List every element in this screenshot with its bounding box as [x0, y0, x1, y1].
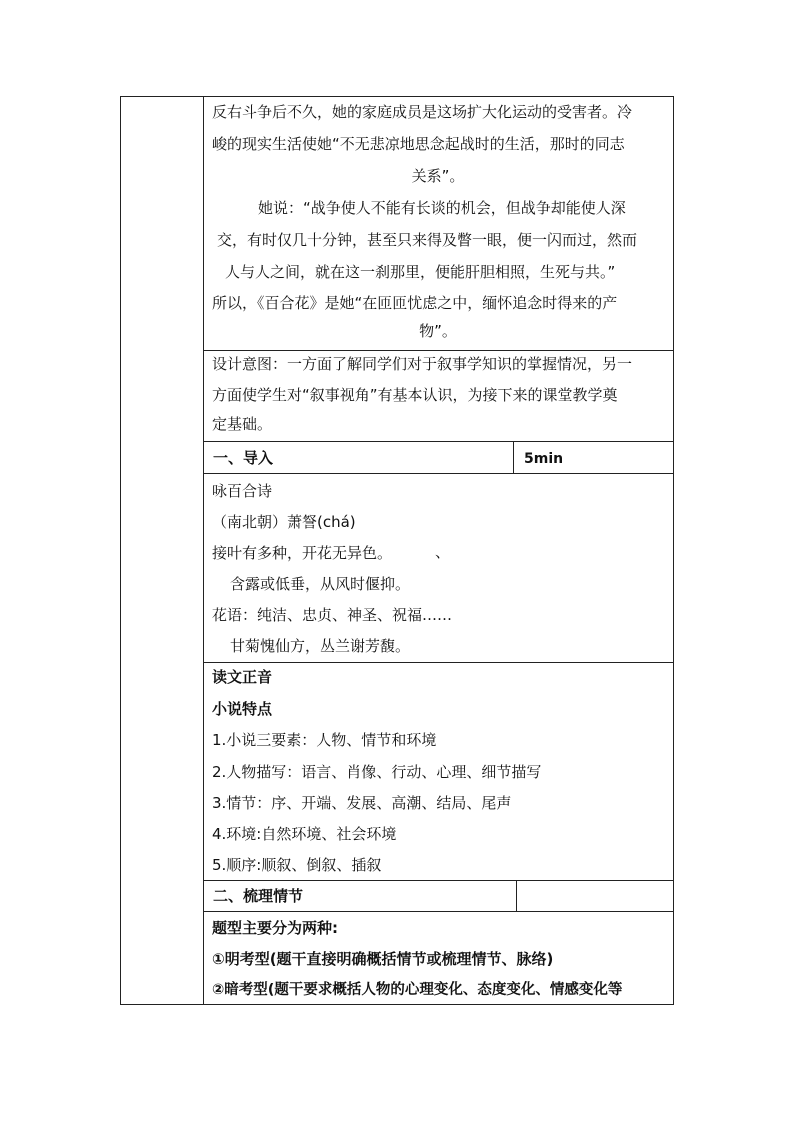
list-item: 5.顺序:顺叙、倒叙、插叙 — [212, 856, 382, 874]
poem-title: 咏百合诗 — [212, 482, 273, 500]
table-border-right — [673, 96, 674, 1005]
list-item: 2.人物描写：语言、肖像、行动、心理、细节描写 — [212, 763, 542, 781]
list-item: 3.情节：序、开端、发展、高潮、结局、尾声 — [212, 794, 512, 812]
table-border-bottom — [120, 1004, 674, 1005]
question-type-item: ②暗考型(题干要求概括人物的心理变化、态度变化、情感变化等 — [212, 982, 623, 998]
time-cell-divider — [516, 880, 517, 912]
question-types-heading: 题型主要分为两种: — [212, 919, 338, 937]
poem-line: 接叶有多种，开花无异色。 — [212, 544, 393, 562]
section-time: 5min — [524, 451, 564, 467]
design-intent-line: 方面使学生对“叙事视角”有基本认识，为接下来的课堂教学奠 — [212, 386, 618, 404]
question-type-item: ①明考型(题干直接明确概括情节或梳理情节、脉络) — [212, 950, 554, 968]
table-border-left — [120, 96, 121, 1005]
row-divider — [203, 880, 674, 881]
paragraph-line: 交，有时仅几十分钟，甚至只来得及瞥一眼，便一闪而过，然而 — [217, 231, 638, 249]
row-divider — [203, 911, 674, 912]
poem-line: 含露或低垂，从风时偃抑。 — [230, 575, 411, 593]
poem-author: （南北朝）萧詧(chá) — [212, 513, 356, 531]
table-divider-left-column — [203, 96, 204, 1005]
subheading: 读文正音 — [212, 668, 273, 686]
paragraph-line: 人与人之间，就在这一刹那里，便能肝胆相照，生死与共。” — [225, 263, 616, 281]
paragraph-line: 物”。 — [419, 322, 457, 340]
row-divider — [203, 662, 674, 663]
list-item: 1.小说三要素：人物、情节和环境 — [212, 731, 437, 749]
time-cell-divider — [513, 441, 514, 474]
paragraph-line: 她说：“战争使人不能有长谈的机会，但战争却能使人深 — [258, 199, 626, 217]
paragraph-line: 关系”。 — [411, 167, 465, 185]
list-item: 4.环境:自然环境、社会环境 — [212, 825, 397, 843]
poem-line: 甘菊愧仙方，丛兰谢芳馥。 — [230, 637, 411, 655]
table-border-top — [120, 96, 674, 97]
row-divider — [203, 441, 674, 442]
design-intent-line: 设计意图：一方面了解同学们对于叙事学知识的掌握情况，另一 — [212, 355, 633, 373]
design-intent-line: 定基础。 — [212, 415, 273, 433]
flower-language: 花语：纯洁、忠贞、神圣、祝福…… — [212, 606, 453, 624]
section-title: 二、梳理情节 — [213, 887, 304, 905]
row-divider — [203, 350, 674, 351]
row-divider — [203, 473, 674, 474]
paragraph-line: 峻的现实生活使她“不无悲凉地思念起战时的生活，那时的同志 — [212, 135, 625, 153]
section-title: 一、导入 — [213, 449, 274, 467]
paragraph-line: 反右斗争后不久，她的家庭成员是这场扩大化运动的受害者。冷 — [212, 103, 633, 121]
stray-mark: 、 — [435, 543, 451, 561]
subheading: 小说特点 — [212, 700, 273, 718]
paragraph-line: 所以，《百合花》是她“在匝匝忧虑之中，缅怀追念时得来的产 — [212, 294, 618, 312]
